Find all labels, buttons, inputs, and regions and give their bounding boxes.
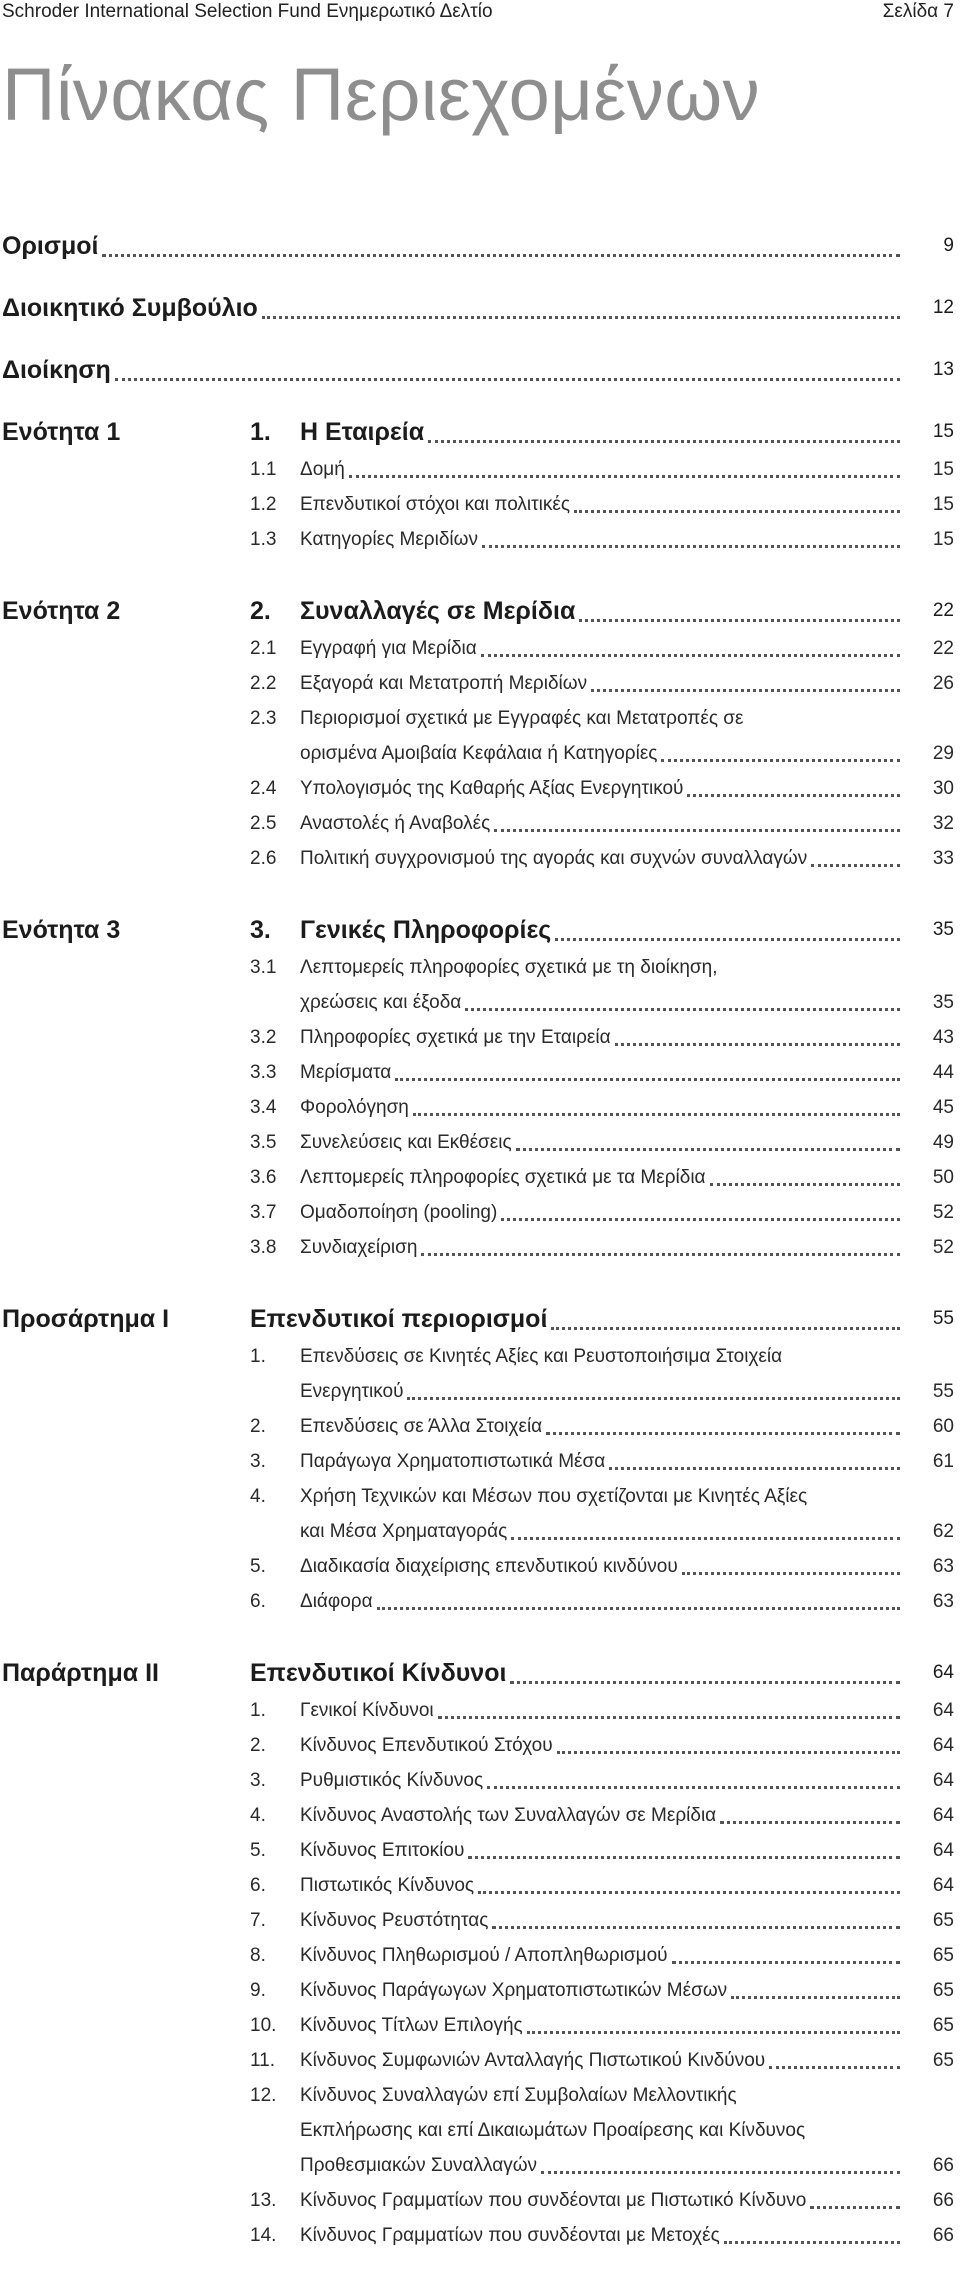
toc-page-number: 66: [932, 2190, 954, 2211]
subentry-number: 8.: [250, 1945, 266, 1966]
toc-page-number: 12: [932, 297, 954, 318]
toc-subentry[interactable]: [250, 1549, 960, 1584]
page-number-header: Σελίδα 7: [882, 1, 954, 22]
subentry-title-continued: χρεώσεις και έξοδα: [300, 992, 462, 1013]
subentry-title: Εγγραφή για Μερίδια: [300, 638, 477, 659]
toc-entry-title: Διοικητικό Συμβούλιο: [2, 294, 258, 322]
subentry-title: Κίνδυνος Επιτοκίου: [300, 1840, 465, 1861]
toc-entry[interactable]: [2, 226, 960, 266]
subentry-title: Κίνδυνος Συναλλαγών επί Συμβολαίων Μελλοντικής: [300, 2085, 737, 2106]
chapter-heading[interactable]: [250, 1653, 960, 1693]
leader-dots: [661, 758, 900, 762]
leader-dots: [511, 1536, 900, 1540]
chapter-number: 3.: [250, 916, 271, 944]
toc-entry[interactable]: [2, 288, 960, 328]
toc-section: [0, 1653, 960, 2253]
subentry-number: 2.5: [250, 813, 277, 834]
leader-dots: [468, 1855, 900, 1859]
chapter-title: Επενδυτικοί Κίνδυνοι: [250, 1659, 507, 1687]
subentry-number: 9.: [250, 1980, 266, 2001]
toc-subentry[interactable]: [250, 950, 960, 985]
toc-page-number: 33: [932, 848, 954, 869]
subentry-title: Επενδυτικοί στόχοι και πολιτικές: [300, 494, 570, 515]
chapter-heading[interactable]: [250, 1299, 960, 1339]
subentry-title: Φορολόγηση: [300, 1097, 409, 1118]
leader-dots: [609, 1466, 900, 1470]
toc-subentry[interactable]: [250, 1938, 960, 1973]
subentry-title: Συνελεύσεις και Εκθέσεις: [300, 1132, 512, 1153]
leader-dots: [349, 474, 900, 478]
subentry-title: Συνδιαχείριση: [300, 1237, 418, 1258]
toc-subentry[interactable]: [250, 1833, 960, 1868]
toc-top-block: [0, 226, 960, 266]
leader-dots: [574, 509, 900, 513]
toc-page-number: 64: [932, 1735, 954, 1756]
subentry-title: Κίνδυνος Πληθωρισμού / Αποπληθωρισμού: [300, 1945, 668, 1966]
toc-subentry[interactable]: [250, 1195, 960, 1230]
subentry-number: 6.: [250, 1875, 266, 1896]
subentry-title-continued: Προθεσμιακών Συναλλαγών: [300, 2155, 538, 2176]
toc-subentry-last-line[interactable]: [300, 1374, 960, 1409]
toc-section: [0, 1299, 960, 1619]
subentry-title: Κίνδυνος Γραμματίων που συνδέονται με Πιστωτικό Κίνδυνο: [300, 2190, 807, 2211]
toc-top-block: [0, 350, 960, 390]
subentry-title: Αναστολές ή Αναβολές: [300, 813, 491, 834]
toc-subentry[interactable]: [250, 841, 960, 876]
leader-dots: [724, 2240, 900, 2244]
subentry-title: Κίνδυνος Επενδυτικού Στόχου: [300, 1735, 553, 1756]
toc-subentry[interactable]: [250, 2183, 960, 2218]
toc-section: [0, 412, 960, 557]
toc-subentry[interactable]: [250, 1728, 960, 1763]
subentry-number: 3.1: [250, 957, 277, 978]
subentry-title: Κίνδυνος Συμφωνιών Ανταλλαγής Πιστωτικού Κινδύνου: [300, 2050, 766, 2071]
subentry-number: 1.3: [250, 529, 277, 550]
toc-page-number: 61: [932, 1451, 954, 1472]
subentry-title: Ρυθμιστικός Κίνδυνος: [300, 1770, 484, 1791]
toc-page-number: 62: [932, 1521, 954, 1542]
section-label: Ενότητα 1: [2, 418, 121, 446]
toc-page-number: 65: [932, 1980, 954, 2001]
toc-subentry[interactable]: [250, 1763, 960, 1798]
leader-dots: [682, 1571, 900, 1575]
page-header: [2, 0, 954, 26]
toc-page-number: 15: [932, 459, 954, 480]
subentry-number: 2.1: [250, 638, 277, 659]
leader-dots: [710, 1182, 900, 1186]
subentry-number: 3.: [250, 1770, 266, 1791]
toc-page-number: 52: [932, 1237, 954, 1258]
leader-dots: [428, 439, 900, 443]
toc-page-number: 65: [932, 2050, 954, 2071]
toc-page-number: 9: [943, 235, 954, 256]
toc-subentry[interactable]: [250, 1160, 960, 1195]
toc-subentry[interactable]: [250, 452, 960, 487]
subentry-number: 3.: [250, 1451, 266, 1472]
leader-dots: [377, 1606, 900, 1610]
toc-page-number: 26: [932, 673, 954, 694]
toc-section: [0, 591, 960, 876]
toc-subentry[interactable]: [250, 2008, 960, 2043]
leader-dots: [672, 1960, 900, 1964]
subentry-title-continued: και Μέσα Χρηματαγοράς: [300, 1521, 508, 1542]
toc-subentry[interactable]: [250, 771, 960, 806]
subentry-number: 2.: [250, 1416, 266, 1437]
leader-dots: [720, 1820, 900, 1824]
toc-page-number: 15: [932, 421, 954, 442]
subentry-title: Επενδύσεις σε Κινητές Αξίες και Ρευστοποιήσιμα Στοιχεία: [300, 1346, 783, 1367]
chapter-heading[interactable]: [250, 412, 960, 452]
toc-subentry[interactable]: [250, 1090, 960, 1125]
subentry-number: 5.: [250, 1556, 266, 1577]
subentry-number: 2.6: [250, 848, 277, 869]
subentry-title: Μερίσματα: [300, 1062, 392, 1083]
subentry-title: Υπολογισμός της Καθαρής Αξίας Ενεργητικού: [300, 778, 684, 799]
leader-dots: [494, 828, 900, 832]
subentry-title: Δομή: [300, 459, 345, 480]
leader-dots: [811, 863, 900, 867]
chapter-number: 1.: [250, 418, 271, 446]
leader-dots: [541, 2170, 900, 2174]
chapter-title: Συναλλαγές σε Μερίδια: [300, 597, 576, 625]
toc-subentry[interactable]: [250, 1584, 960, 1619]
toc-page-number: 43: [932, 1027, 954, 1048]
subentry-number: 3.2: [250, 1027, 277, 1048]
toc-subentry[interactable]: [250, 631, 960, 666]
leader-dots: [527, 2030, 900, 2034]
chapter-title: Η Εταιρεία: [300, 418, 425, 446]
toc-subentry-last-line[interactable]: [300, 1514, 960, 1549]
leader-dots: [769, 2065, 900, 2069]
toc-page-number: 50: [932, 1167, 954, 1188]
subentry-title: Κίνδυνος Ρευστότητας: [300, 1910, 489, 1931]
toc-subentry[interactable]: [250, 1693, 960, 1728]
subentry-number: 14.: [250, 2225, 277, 2246]
toc-page-number: 44: [932, 1062, 954, 1083]
subentry-title: Κατηγορίες Μεριδίων: [300, 529, 478, 550]
leader-dots: [555, 937, 900, 941]
subentry-number: 1.1: [250, 459, 277, 480]
leader-dots: [115, 377, 900, 381]
leader-dots: [478, 1890, 900, 1894]
subentry-title: Χρήση Τεχνικών και Μέσων που σχετίζονται με Κινητές Αξίες: [300, 1486, 808, 1507]
leader-dots: [413, 1112, 900, 1116]
toc-page-number: 65: [932, 1945, 954, 1966]
subentry-number: 13.: [250, 2190, 277, 2211]
subentry-number: 3.6: [250, 1167, 277, 1188]
leader-dots: [262, 315, 900, 319]
toc-subentry[interactable]: [250, 2043, 960, 2078]
toc-page-number: 13: [932, 359, 954, 380]
leader-dots: [421, 1252, 900, 1256]
subentry-number: 3.5: [250, 1132, 277, 1153]
subentry-number: 3.8: [250, 1237, 277, 1258]
subentry-number: 11.: [250, 2050, 276, 2071]
subentry-number: 3.3: [250, 1062, 277, 1083]
toc-section: [0, 910, 960, 1265]
toc-page-number: 64: [932, 1875, 954, 1896]
toc-subentry[interactable]: [250, 487, 960, 522]
toc-page-number: 64: [932, 1770, 954, 1791]
leader-dots: [731, 1995, 900, 1999]
toc-page-number: 35: [932, 919, 954, 940]
toc-entry-title: Διοίκηση: [2, 356, 111, 384]
subentry-title-continued: Ενεργητικού: [300, 1381, 404, 1402]
section-label: Ενότητα 2: [2, 597, 121, 625]
subentry-title: Κίνδυνος Παράγωγων Χρηματοπιστωτικών Μέσων: [300, 1980, 728, 2001]
toc-page-number: 49: [932, 1132, 954, 1153]
toc-page-number: 55: [932, 1308, 954, 1329]
leader-dots: [492, 1925, 900, 1929]
subentry-title: Παράγωγα Χρηματοπιστωτικά Μέσα: [300, 1451, 606, 1472]
toc-page-number: 55: [932, 1381, 954, 1402]
subentry-number: 2.4: [250, 778, 277, 799]
subentry-number: 4.: [250, 1805, 266, 1826]
toc-subentry[interactable]: [250, 1903, 960, 1938]
subentry-title: Εξαγορά και Μετατροπή Μεριδίων: [300, 673, 588, 694]
toc-subentry-last-line[interactable]: [300, 736, 960, 771]
subentry-title: Λεπτομερείς πληροφορίες σχετικά με τη διοίκηση,: [300, 957, 718, 978]
toc-page-number: 65: [932, 1910, 954, 1931]
section-label: Ενότητα 3: [2, 916, 121, 944]
toc-subentry-last-line[interactable]: [300, 2148, 960, 2183]
subentry-title: Κίνδυνος Τίτλων Επιλογής: [300, 2015, 523, 2036]
subentry-title-continued: Εκπλήρωσης και επί Δικαιωμάτων Προαίρεσης και Κίνδυνος: [300, 2120, 806, 2141]
table-of-contents: [0, 226, 960, 2287]
toc-page-number: 66: [932, 2225, 954, 2246]
page-title: Πίνακας Περιεχομένων: [2, 53, 761, 136]
toc-subentry[interactable]: [250, 666, 960, 701]
toc-page-number: 63: [932, 1591, 954, 1612]
subentry-number: 4.: [250, 1486, 266, 1507]
toc-page-number: 15: [932, 494, 954, 515]
toc-page-number: 29: [932, 743, 954, 764]
subentry-title: Κίνδυνος Αναστολής των Συναλλαγών σε Μερίδια: [300, 1805, 717, 1826]
leader-dots: [557, 1750, 900, 1754]
toc-page-number: 30: [932, 778, 954, 799]
subentry-title: Λεπτομερείς πληροφορίες σχετικά με τα Μερίδια: [300, 1167, 706, 1188]
subentry-number: 1.2: [250, 494, 277, 515]
toc-subentry[interactable]: [250, 1125, 960, 1160]
leader-dots: [487, 1785, 900, 1789]
toc-page-number: 32: [932, 813, 954, 834]
subentry-number: 2.2: [250, 673, 277, 694]
leader-dots: [395, 1077, 900, 1081]
toc-subentry-last-line[interactable]: [300, 985, 960, 1020]
leader-dots: [102, 253, 900, 257]
leader-dots: [501, 1217, 900, 1221]
toc-page-number: 64: [932, 1662, 954, 1683]
chapter-number: 2.: [250, 597, 271, 625]
toc-subentry[interactable]: [250, 1409, 960, 1444]
toc-top-block: [0, 288, 960, 328]
document-title-header: Schroder International Selection Fund Ενημερωτικό Δελτίο: [2, 1, 493, 22]
subentry-number: 12.: [250, 2085, 277, 2106]
leader-dots: [687, 793, 900, 797]
toc-subentry[interactable]: [250, 1020, 960, 1055]
toc-subentry[interactable]: [250, 1444, 960, 1479]
leader-dots: [465, 1007, 900, 1011]
subentry-title: Ομαδοποίηση (pooling): [300, 1202, 498, 1223]
leader-dots: [615, 1042, 900, 1046]
subentry-title-continued: ορισμένα Αμοιβαία Κεφάλαια ή Κατηγορίες: [300, 743, 658, 764]
subentry-title: Γενικοί Κίνδυνοι: [300, 1700, 434, 1721]
toc-subentry[interactable]: [250, 1973, 960, 2008]
subentry-number: 3.7: [250, 1202, 277, 1223]
toc-page-number: 64: [932, 1700, 954, 1721]
toc-page-number: 66: [932, 2155, 954, 2176]
section-label: Παράρτημα ΙΙ: [2, 1659, 159, 1687]
chapter-heading[interactable]: [250, 591, 960, 631]
subentry-title: Κίνδυνος Γραμματίων που συνδέονται με Μετοχές: [300, 2225, 720, 2246]
toc-page-number: 65: [932, 2015, 954, 2036]
toc-subentry[interactable]: [250, 522, 960, 557]
toc-subentry[interactable]: [250, 1798, 960, 1833]
toc-subentry[interactable]: [250, 1868, 960, 1903]
subentry-title: Επενδύσεις σε Άλλα Στοιχεία: [300, 1416, 543, 1437]
subentry-title: Διαδικασία διαχείρισης επενδυτικού κινδύνου: [300, 1556, 678, 1577]
leader-dots: [482, 544, 900, 548]
toc-subentry[interactable]: [250, 1055, 960, 1090]
toc-page-number: 15: [932, 529, 954, 550]
toc-page-number: 52: [932, 1202, 954, 1223]
subentry-number: 2.: [250, 1735, 266, 1756]
toc-subentry[interactable]: [250, 1339, 960, 1374]
leader-dots: [551, 1326, 900, 1330]
toc-page-number: 35: [932, 992, 954, 1013]
toc-subentry[interactable]: [250, 806, 960, 841]
toc-entry-title: Ορισμοί: [2, 232, 99, 260]
chapter-heading[interactable]: [250, 910, 960, 950]
toc-page-number: 64: [932, 1840, 954, 1861]
leader-dots: [579, 618, 900, 622]
toc-page-number: 60: [932, 1416, 954, 1437]
subentry-number: 5.: [250, 1840, 266, 1861]
subentry-number: 3.4: [250, 1097, 277, 1118]
subentry-number: 1.: [250, 1346, 266, 1367]
section-label: Προσάρτημα Ι: [2, 1305, 170, 1333]
leader-dots: [546, 1431, 900, 1435]
toc-subentry[interactable]: [250, 2218, 960, 2253]
subentry-number: 1.: [250, 1700, 266, 1721]
subentry-title: Πιστωτικός Κίνδυνος: [300, 1875, 475, 1896]
chapter-title: Επενδυτικοί περιορισμοί: [250, 1305, 548, 1333]
subentry-number: 6.: [250, 1591, 266, 1612]
toc-page-number: 45: [932, 1097, 954, 1118]
leader-dots: [516, 1147, 900, 1151]
toc-subentry[interactable]: [250, 1230, 960, 1265]
subentry-number: 10.: [250, 2015, 277, 2036]
toc-entry[interactable]: [2, 350, 960, 390]
toc-page-number: 22: [932, 638, 954, 659]
toc-page-number: 63: [932, 1556, 954, 1577]
toc-page-number: 64: [932, 1805, 954, 1826]
subentry-number: 2.3: [250, 708, 277, 729]
subentry-number: 7.: [250, 1910, 266, 1931]
toc-subentry[interactable]: [250, 1479, 960, 1514]
leader-dots: [591, 688, 900, 692]
subentry-title: Περιορισμοί σχετικά με Εγγραφές και Μετατροπές σε: [300, 708, 744, 729]
toc-subentry[interactable]: [250, 701, 960, 736]
subentry-title: Πληροφορίες σχετικά με την Εταιρεία: [300, 1027, 611, 1048]
toc-subentry[interactable]: [250, 2078, 960, 2113]
subentry-title: Διάφορα: [300, 1591, 373, 1612]
toc-page-number: 22: [932, 600, 954, 621]
chapter-title: Γενικές Πληροφορίες: [300, 916, 552, 944]
leader-dots: [481, 653, 900, 657]
leader-dots: [438, 1715, 900, 1719]
subentry-title: Πολιτική συγχρονισμού της αγοράς και συχνών συναλλαγών: [300, 848, 808, 869]
leader-dots: [510, 1680, 900, 1684]
leader-dots: [407, 1396, 900, 1400]
